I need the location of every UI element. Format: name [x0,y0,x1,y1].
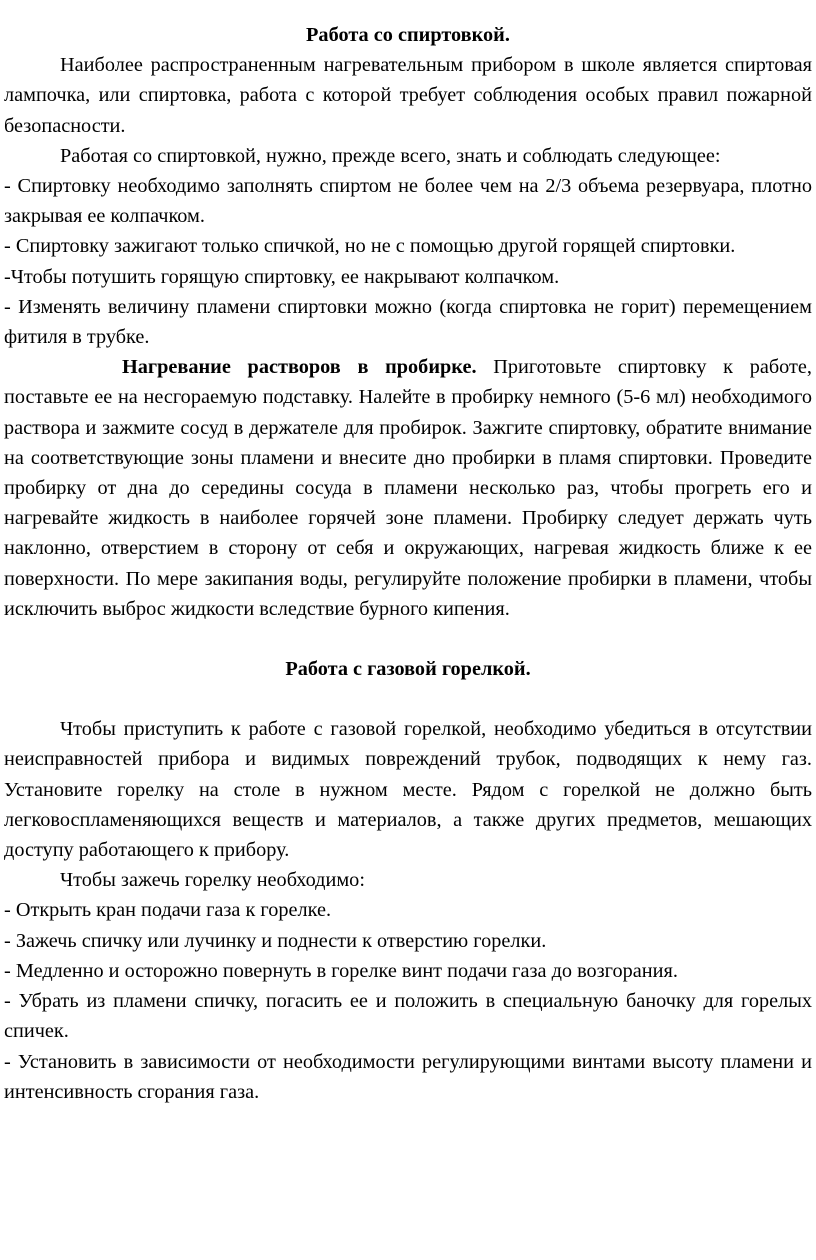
rule-item: - Изменять величину пламени спиртовки можно (когда спиртовка не горит) перемещением фитиля в трубке. [4,295,812,349]
step-item: - Открыть кран подачи газа к горелке. [4,899,332,922]
paragraph-spirit-lamp-lead: Работая со спиртовкой, нужно, прежде всего, знать и соблюдать следующее: [60,144,721,167]
step-item: - Убрать из пламени спичку, погасить ее и положить в специальную баночку для горелых спичек. [4,990,812,1043]
rule-item: - Спиртовку необходимо заполнять спиртом не более чем на 2/3 объема резервуара, плотно закрывая ее колпачком. [4,175,812,228]
step-item: - Установить в зависимости от необходимости регулирующими винтами высоту пламени и интенсивность сгорания газа. [4,1050,812,1103]
heating-subtitle: Нагревание растворов в пробирке. [122,356,477,379]
spacer [4,684,812,714]
step-item: - Зажечь спичку или лучинку и поднести к отверстию горелки. [4,929,547,952]
rule-item: - Спиртовку зажигают только спичкой, но не с помощью другой горящей спиртовки. [4,235,736,258]
rule-item: -Чтобы потушить горящую спиртовку, ее накрывают колпачком. [4,265,560,288]
step-item: - Медленно и осторожно повернуть в горелке винт подачи газа до возгорания. [4,959,678,982]
section-title-gas-burner: Работа с газовой горелкой. [285,658,531,681]
section-title-spirit-lamp: Работа со спиртовкой. [306,24,510,46]
paragraph-heating-solutions [4,352,812,624]
heating-text: Приготовьте спиртовку к работе, поставьте ее на несгораемую подставку. Налейте в пробирку немного (5-6 мл) необходимого раствора и зажмите сосуд в держателе для пробирок. Зажгите спиртовку, обратите внимание на соответствующие зоны пламени и внесите дно пробирки в пламя спиртовки. Проведите пробирку от дна до середины сосуда в пламени несколько раз, чтобы прогреть его и нагревайте жидкость в наиболее горячей зоне пламени. Пробирку следует держать чуть наклонно, отверстием в сторону от себя и окружающих, нагревая жидкость ближе к ее поверхности. По мере закипания воды, регулируйте положение пробирки в пламени, чтобы исключить выброс жидкости вследствие бурного кипения. [4,356,812,620]
paragraph-gas-burner-lead: Чтобы зажечь горелку необходимо: [60,869,365,892]
paragraph-spirit-lamp-intro: Наиболее распространенным нагревательным прибором в школе является спиртовая лампочка, или спиртовка, работа с которой требует соблюдения особых правил пожарной безопасности. [4,54,812,137]
paragraph-gas-burner-intro: Чтобы приступить к работе с газовой горелкой, необходимо убедиться в отсутствии неисправностей прибора и видимых повреждений трубок, подводящих к нему газ. Установите горелку на столе в нужном месте. Рядом с горелкой не должно быть легковоспламеняющихся веществ и материалов, а также других предметов, мешающих доступу работающего к прибору. [4,718,812,862]
spacer [4,624,812,654]
